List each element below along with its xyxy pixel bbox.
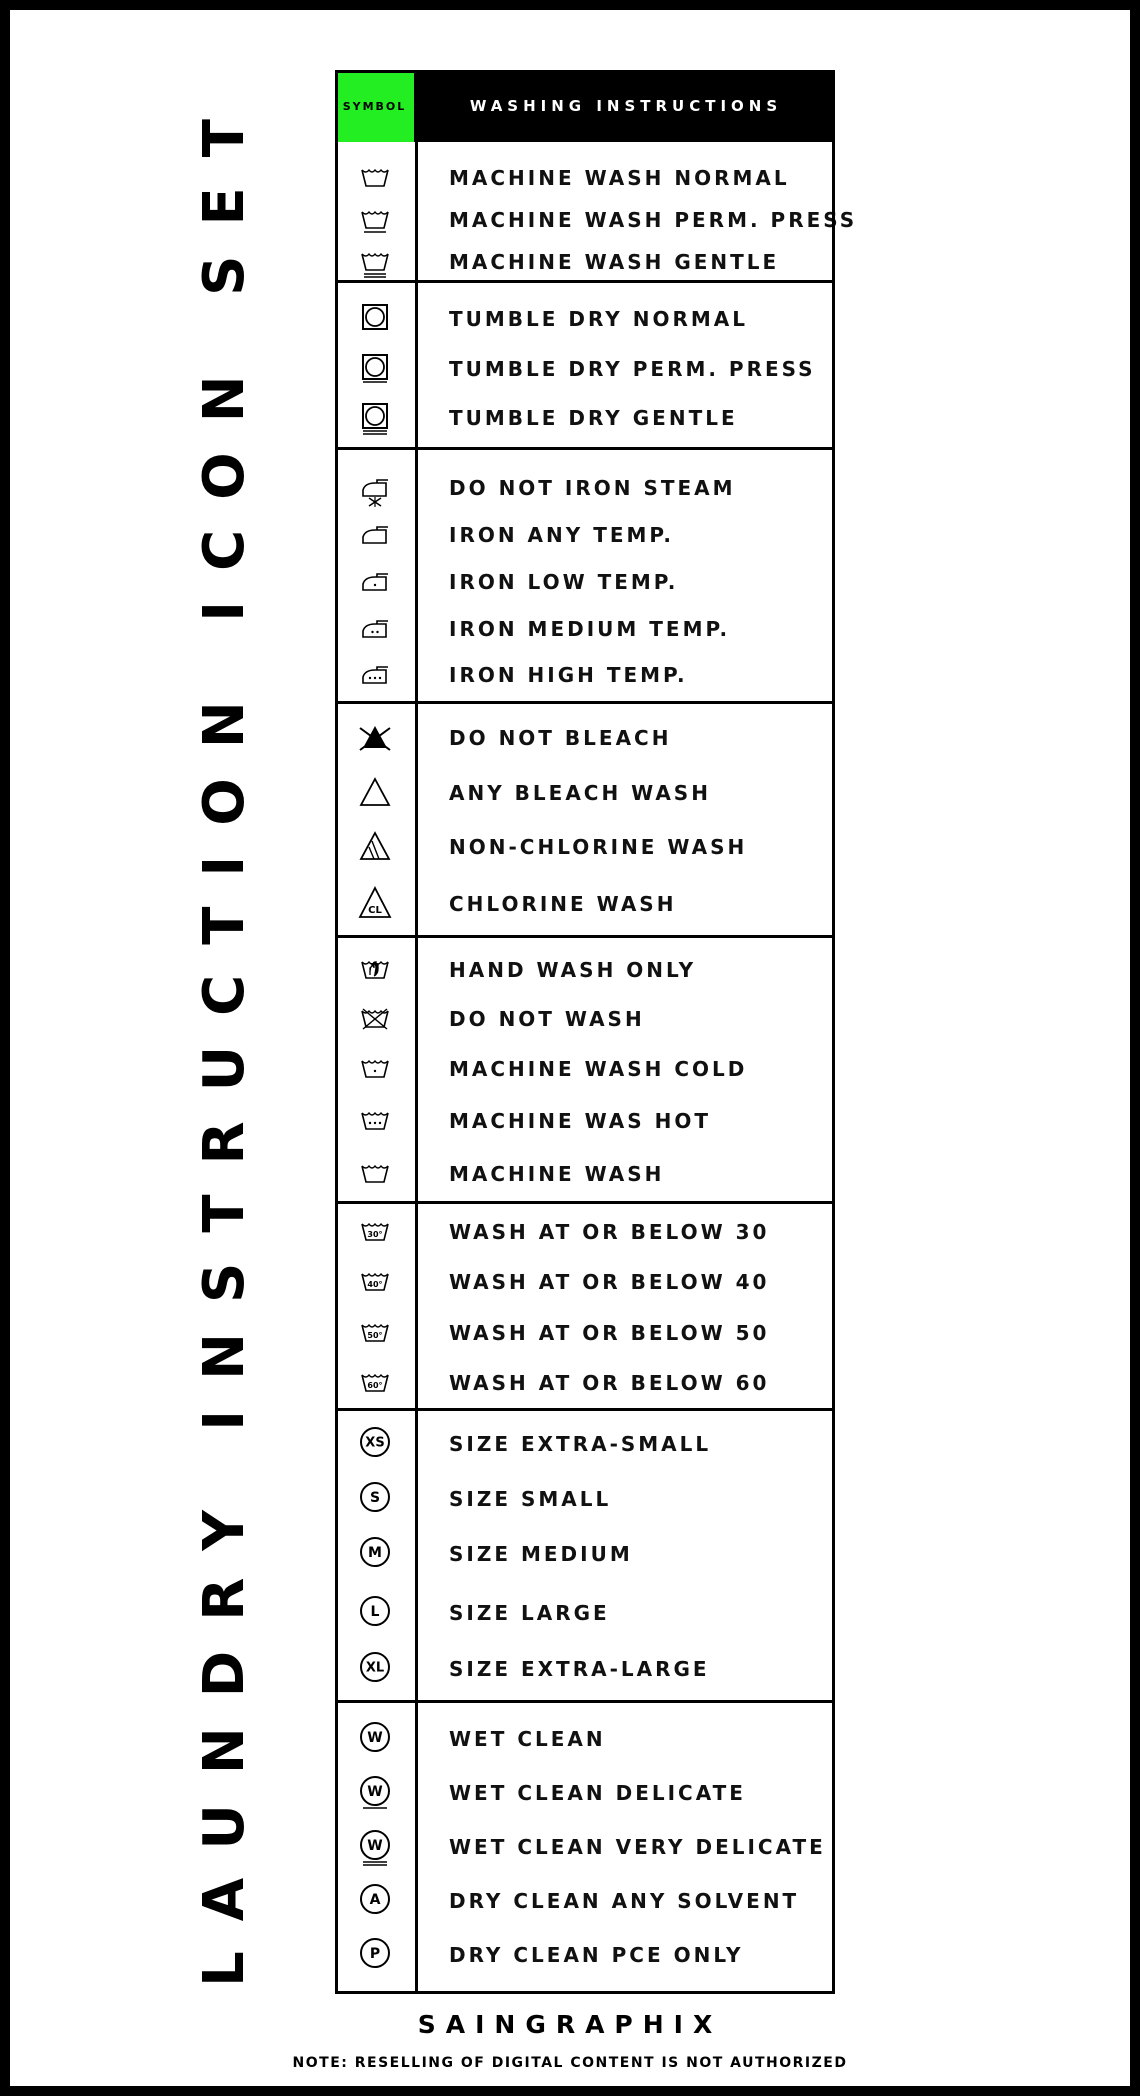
dry-clean-a-icon — [355, 1881, 395, 1921]
instruction-section — [335, 701, 835, 935]
bleach-triangle-icon — [355, 773, 395, 813]
instruction-label: SIZE SMALL — [449, 1487, 612, 1511]
instruction-row — [335, 468, 835, 508]
instruction-section — [335, 1700, 835, 1994]
iron-no-steam-icon — [355, 468, 395, 508]
instruction-row — [335, 1049, 835, 1089]
instruction-row — [335, 515, 835, 555]
instruction-row — [335, 1881, 835, 1921]
instruction-row — [335, 1534, 835, 1574]
svg-text:CL: CL — [368, 905, 382, 916]
instruction-label: CHLORINE WASH — [449, 892, 677, 916]
instruction-row — [335, 950, 835, 990]
size-l-icon — [355, 1593, 395, 1633]
instruction-label: DO NOT IRON STEAM — [449, 476, 736, 500]
instruction-label: ANY BLEACH WASH — [449, 781, 711, 805]
instruction-label: TUMBLE DRY PERM. PRESS — [449, 357, 816, 381]
instruction-row — [335, 1593, 835, 1633]
instruction-row — [335, 773, 835, 813]
instruction-row — [335, 884, 835, 924]
hand-wash-icon — [355, 950, 395, 990]
instruction-row — [335, 1154, 835, 1194]
iron-one-dot-icon — [355, 562, 395, 602]
instruction-row — [335, 242, 835, 282]
instruction-row — [335, 1424, 835, 1464]
wet-clean-two-bars-icon — [355, 1827, 395, 1867]
instruction-row — [335, 655, 835, 695]
instruction-label: DO NOT WASH — [449, 1007, 645, 1031]
instruction-label: MACHINE WASH NORMAL — [449, 166, 790, 190]
svg-text:P: P — [369, 1946, 381, 1963]
instruction-row — [335, 200, 858, 240]
instruction-row — [335, 349, 835, 389]
size-s-icon — [355, 1479, 395, 1519]
svg-text:M: M — [368, 1545, 382, 1562]
instruction-label: DRY CLEAN ANY SOLVENT — [449, 1889, 800, 1913]
wash-tub-two-bars-icon — [355, 242, 395, 282]
instruction-label: TUMBLE DRY NORMAL — [449, 307, 749, 331]
instruction-section — [335, 1408, 835, 1700]
wet-clean-icon — [355, 1719, 395, 1759]
instruction-label: DRY CLEAN PCE ONLY — [449, 1943, 744, 1967]
size-xl-icon — [355, 1649, 395, 1689]
svg-text:A: A — [369, 1892, 381, 1909]
dry-clean-p-icon — [355, 1935, 395, 1975]
instruction-label: WET CLEAN — [449, 1727, 606, 1751]
instruction-row — [335, 609, 835, 649]
instruction-label: SIZE LARGE — [449, 1601, 610, 1625]
instruction-section — [335, 447, 835, 701]
instruction-row — [335, 1212, 835, 1252]
iron-three-dots-icon — [355, 655, 395, 695]
wash-tub-one-bar-icon — [355, 200, 395, 240]
instruction-row — [335, 718, 835, 758]
instruction-row — [335, 1649, 835, 1689]
instruction-row — [335, 299, 835, 339]
do-not-wash-icon — [355, 999, 395, 1039]
chlorine-bleach-icon — [355, 884, 395, 924]
instruction-label: MACHINE WAS HOT — [449, 1109, 711, 1133]
instruction-label: WET CLEAN DELICATE — [449, 1781, 746, 1805]
instruction-row — [335, 1313, 835, 1353]
wash-three-dots-icon — [355, 1101, 395, 1141]
tumble-dry-icon — [355, 299, 395, 339]
instruction-table — [335, 70, 858, 1994]
instruction-label: IRON LOW TEMP. — [449, 570, 679, 594]
svg-text:XS: XS — [365, 1435, 385, 1451]
instruction-label: WASH AT OR BELOW 30 — [449, 1220, 770, 1244]
instruction-row — [335, 158, 835, 198]
svg-text:40°: 40° — [367, 1280, 383, 1289]
instruction-section — [335, 280, 835, 447]
instruction-label: NON-CHLORINE WASH — [449, 835, 748, 859]
size-m-icon — [355, 1534, 395, 1574]
instruction-row — [335, 1935, 835, 1975]
instruction-row — [335, 1827, 835, 1867]
tumble-dry-one-bar-icon — [355, 349, 395, 389]
instruction-label: MACHINE WASH PERM. PRESS — [449, 208, 858, 232]
wash-60-icon — [355, 1363, 395, 1403]
svg-text:60°: 60° — [367, 1381, 383, 1390]
svg-text:W: W — [367, 1730, 383, 1747]
instruction-label: TUMBLE DRY GENTLE — [449, 406, 738, 430]
instruction-label: WASH AT OR BELOW 50 — [449, 1321, 770, 1345]
instruction-label: SIZE MEDIUM — [449, 1542, 633, 1566]
table-header — [335, 70, 835, 142]
svg-text:S: S — [369, 1490, 381, 1507]
instruction-row — [335, 398, 835, 438]
instruction-row — [335, 1101, 835, 1141]
brand-name: SAINGRAPHIX — [417, 2010, 723, 2039]
wash-tub-icon — [355, 158, 395, 198]
instruction-label: DO NOT BLEACH — [449, 726, 672, 750]
svg-text:XL: XL — [365, 1660, 385, 1676]
instruction-label: IRON MEDIUM TEMP. — [449, 617, 731, 641]
wash-40-icon — [355, 1262, 395, 1302]
svg-text:50°: 50° — [367, 1331, 383, 1340]
instructions-column-header: WASHING INSTRUCTIONS — [417, 70, 835, 142]
instruction-label: WASH AT OR BELOW 60 — [449, 1371, 770, 1395]
instruction-row — [335, 999, 835, 1039]
page-frame — [10, 10, 1130, 2086]
instruction-label: MACHINE WASH — [449, 1162, 665, 1186]
instruction-row — [335, 1479, 835, 1519]
wash-one-dot-icon — [355, 1049, 395, 1089]
instruction-label: HAND WASH ONLY — [449, 958, 697, 982]
iron-icon — [355, 515, 395, 555]
instruction-label: WET CLEAN VERY DELICATE — [449, 1835, 826, 1859]
side-title: LAUNDRY INSTRUCTION ICON SET — [191, 89, 257, 1987]
instruction-section — [335, 142, 858, 280]
instruction-row — [335, 1719, 835, 1759]
instruction-row — [335, 827, 835, 867]
instruction-label: IRON HIGH TEMP. — [449, 663, 688, 687]
do-not-bleach-icon — [355, 718, 395, 758]
wash-tub-icon — [355, 1154, 395, 1194]
instruction-label: SIZE EXTRA-SMALL — [449, 1432, 712, 1456]
instruction-section — [335, 1201, 835, 1408]
instruction-label: IRON ANY TEMP. — [449, 523, 674, 547]
footer-note: NOTE: RESELLING OF DIGITAL CONTENT IS NOT AUTHORIZED — [292, 2055, 848, 2071]
svg-text:L: L — [370, 1604, 380, 1621]
instruction-section — [335, 935, 835, 1201]
non-chlorine-bleach-icon — [355, 827, 395, 867]
instruction-row — [335, 1773, 835, 1813]
instruction-label: MACHINE WASH COLD — [449, 1057, 748, 1081]
size-xs-icon — [355, 1424, 395, 1464]
instruction-row — [335, 562, 835, 602]
iron-two-dots-icon — [355, 609, 395, 649]
svg-text:W: W — [367, 1838, 383, 1855]
wash-30-icon — [355, 1212, 395, 1252]
tumble-dry-two-bars-icon — [355, 398, 395, 438]
svg-text:W: W — [367, 1784, 383, 1801]
svg-text:30°: 30° — [367, 1230, 383, 1239]
instruction-label: MACHINE WASH GENTLE — [449, 250, 780, 274]
wet-clean-one-bar-icon — [355, 1773, 395, 1813]
instruction-row — [335, 1363, 835, 1403]
symbol-column-header: SYMBOL — [335, 70, 417, 142]
instruction-label: WASH AT OR BELOW 40 — [449, 1270, 770, 1294]
instruction-row — [335, 1262, 835, 1302]
instruction-label: SIZE EXTRA-LARGE — [449, 1657, 710, 1681]
wash-50-icon — [355, 1313, 395, 1353]
